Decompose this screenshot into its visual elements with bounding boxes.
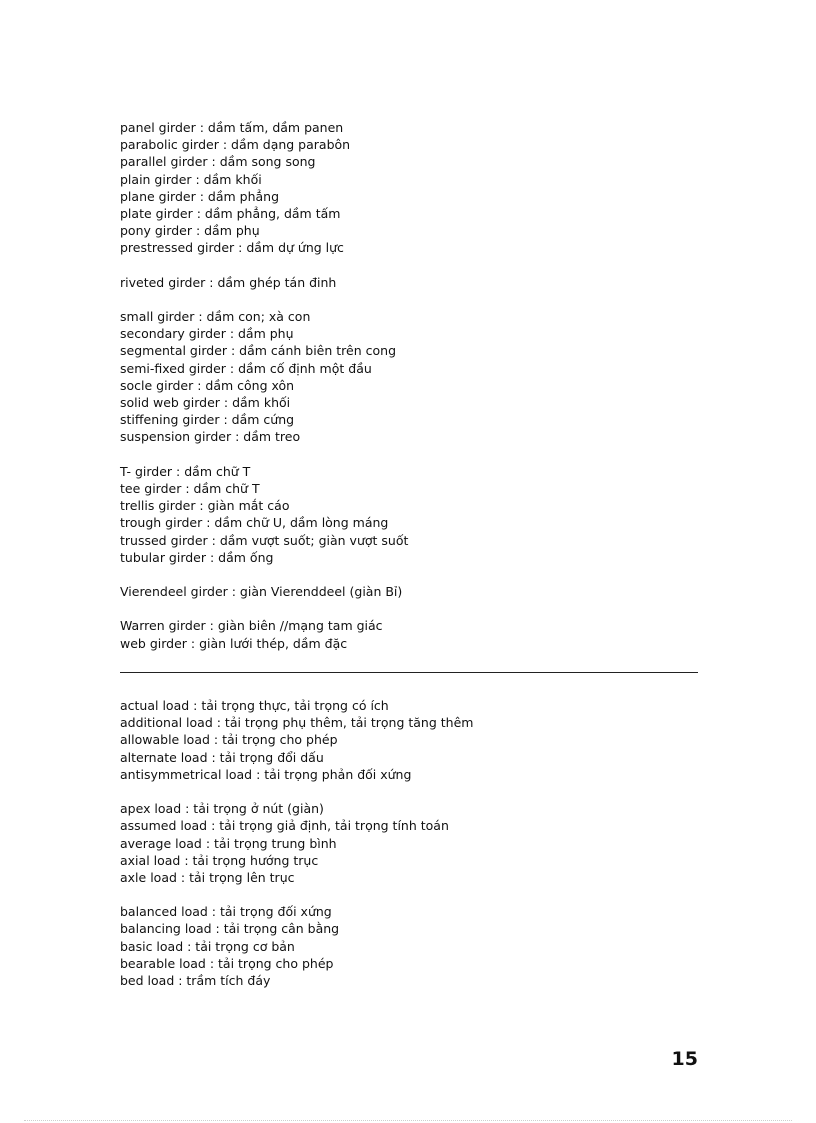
entry-gap bbox=[120, 783, 473, 800]
glossary-entry: T- girder : dầm chữ T bbox=[120, 463, 251, 479]
glossary-entry: panel girder : dầm tấm, dầm panen bbox=[120, 120, 344, 135]
glossary-entry: parabolic girder : dầm dạng parabôn bbox=[120, 137, 351, 153]
glossary-entry: trough girder : dầm chữ U, dầm lòng máng bbox=[120, 515, 389, 531]
glossary-entry: tee girder : dầm chữ T bbox=[120, 480, 260, 496]
glossary-entry: riveted girder : dầm ghép tán đinh bbox=[120, 274, 337, 290]
glossary-entry: actual load : tải trọng thực, tải trọng có ích bbox=[120, 698, 389, 713]
girder-entry-list bbox=[120, 119, 408, 652]
page-number: 15 bbox=[671, 1048, 698, 1070]
glossary-entry: segmental girder : dầm cánh biên trên cong bbox=[120, 343, 397, 359]
glossary-entry: trellis girder : giàn mắt cáo bbox=[120, 498, 290, 514]
glossary-entry: suspension girder : dầm treo bbox=[120, 429, 301, 445]
glossary-entry: stiffening girder : dầm cứng bbox=[120, 412, 295, 428]
glossary-entry: semi-fixed girder : dầm cố định một đầu bbox=[120, 360, 372, 376]
entry-gap bbox=[120, 566, 408, 583]
glossary-entry: assumed load : tải trọng giả định, tải trọng tính toán bbox=[120, 818, 449, 834]
glossary-entry: antisymmetrical load : tải trọng phản đối xứng bbox=[120, 766, 412, 782]
glossary-entry: bearable load : tải trọng cho phép bbox=[120, 955, 334, 971]
glossary-entry: alternate load : tải trọng đổi dấu bbox=[120, 749, 324, 765]
entry-gap bbox=[120, 291, 408, 308]
glossary-entry: basic load : tải trọng cơ bản bbox=[120, 938, 295, 954]
glossary-entry: plain girder : dầm khối bbox=[120, 171, 262, 187]
glossary-entry: small girder : dầm con; xà con bbox=[120, 309, 311, 325]
glossary-entry: axle load : tải trọng lên trục bbox=[120, 869, 295, 885]
glossary-entry: tubular girder : dầm ống bbox=[120, 549, 274, 565]
glossary-entry: solid web girder : dầm khối bbox=[120, 395, 291, 410]
glossary-entry: balanced load : tải trọng đối xứng bbox=[120, 904, 332, 920]
glossary-entry: Vierendeel girder : giàn Vierenddeel (giàn Bỉ) bbox=[120, 584, 403, 600]
entry-gap bbox=[120, 886, 473, 903]
glossary-entry: web girder : giàn lưới thép, dầm đặc bbox=[120, 635, 348, 651]
glossary-entry: average load : tải trọng trung bình bbox=[120, 835, 337, 851]
load-entry-list bbox=[120, 697, 473, 989]
glossary-entry: socle girder : dầm công xôn bbox=[120, 377, 295, 393]
glossary-entry: plate girder : dầm phẳng, dầm tấm bbox=[120, 205, 341, 221]
glossary-entry: pony girder : dầm phụ bbox=[120, 223, 260, 239]
section-divider bbox=[120, 672, 698, 673]
entry-gap bbox=[120, 446, 408, 463]
entry-gap bbox=[120, 257, 408, 274]
glossary-entry: bed load : trầm tích đáy bbox=[120, 973, 271, 988]
glossary-entry: apex load : tải trọng ở nút (giàn) bbox=[120, 801, 324, 817]
glossary-entry: plane girder : dầm phẳng bbox=[120, 188, 280, 204]
entry-gap bbox=[120, 600, 408, 617]
glossary-entry: balancing load : tải trọng cân bằng bbox=[120, 921, 340, 937]
glossary-entry: allowable load : tải trọng cho phép bbox=[120, 732, 338, 748]
glossary-entry: parallel girder : dầm song song bbox=[120, 154, 316, 170]
page-bottom-border bbox=[24, 1120, 792, 1121]
glossary-entry: Warren girder : giàn biên //mạng tam giác bbox=[120, 618, 383, 634]
glossary-entry: prestressed girder : dầm dự ứng lực bbox=[120, 240, 344, 256]
glossary-entry: additional load : tải trọng phụ thêm, tải trọng tăng thêm bbox=[120, 715, 474, 731]
glossary-entry: secondary girder : dầm phụ bbox=[120, 326, 294, 342]
glossary-entry: trussed girder : dầm vượt suốt; giàn vượt suốt bbox=[120, 532, 409, 548]
glossary-entry: axial load : tải trọng hướng trục bbox=[120, 852, 319, 868]
